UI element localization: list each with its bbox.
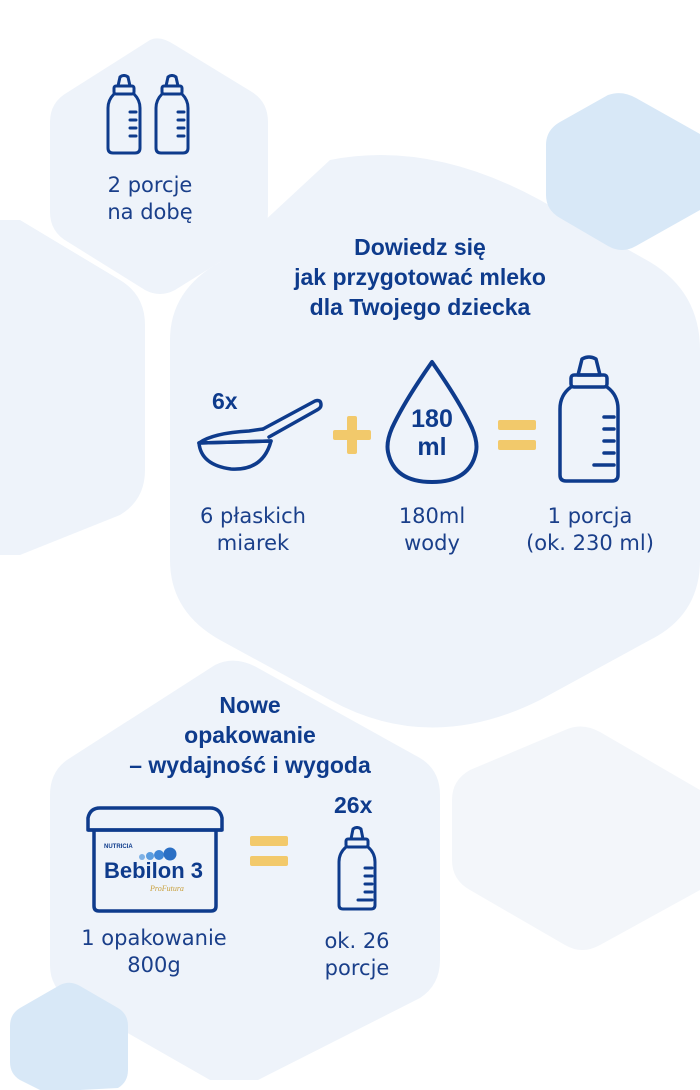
water-label: 180ml wody: [398, 504, 466, 555]
main-title: Dowiedz się jak przygotować mleko dla Twojego dziecka: [294, 234, 546, 320]
scoop-label: 6 płaskich miarek: [200, 504, 306, 555]
package-brand: Bebilon 3: [104, 858, 204, 883]
equals-icon-pack: [248, 834, 290, 868]
pack-label: 1 opakowanie 800g: [81, 926, 227, 977]
portion-label: 1 porcja (ok. 230 ml): [526, 504, 654, 555]
package-sub-brand: ProFutura: [150, 884, 184, 893]
small-bottle-icon: [336, 826, 378, 912]
package-maker: NUTRICIA: [104, 844, 133, 850]
plus-icon: [331, 414, 373, 456]
portions-label: ok. 26 porcje: [324, 929, 390, 980]
two-bottles-icon: [104, 74, 196, 156]
scoop-icon: [193, 393, 325, 475]
bottle-count: 26x: [334, 792, 373, 818]
equals-icon: [496, 418, 538, 452]
portions-per-day: 2 porcje na dobę: [107, 173, 193, 224]
drop-value: 180 ml: [411, 405, 453, 461]
pack-title: Nowe opakowanie – wydajność i wygoda: [129, 692, 371, 778]
scoop-count: 6x: [212, 388, 238, 414]
bottle-icon: [556, 355, 622, 485]
bottom-right-hexagon: [452, 726, 700, 950]
